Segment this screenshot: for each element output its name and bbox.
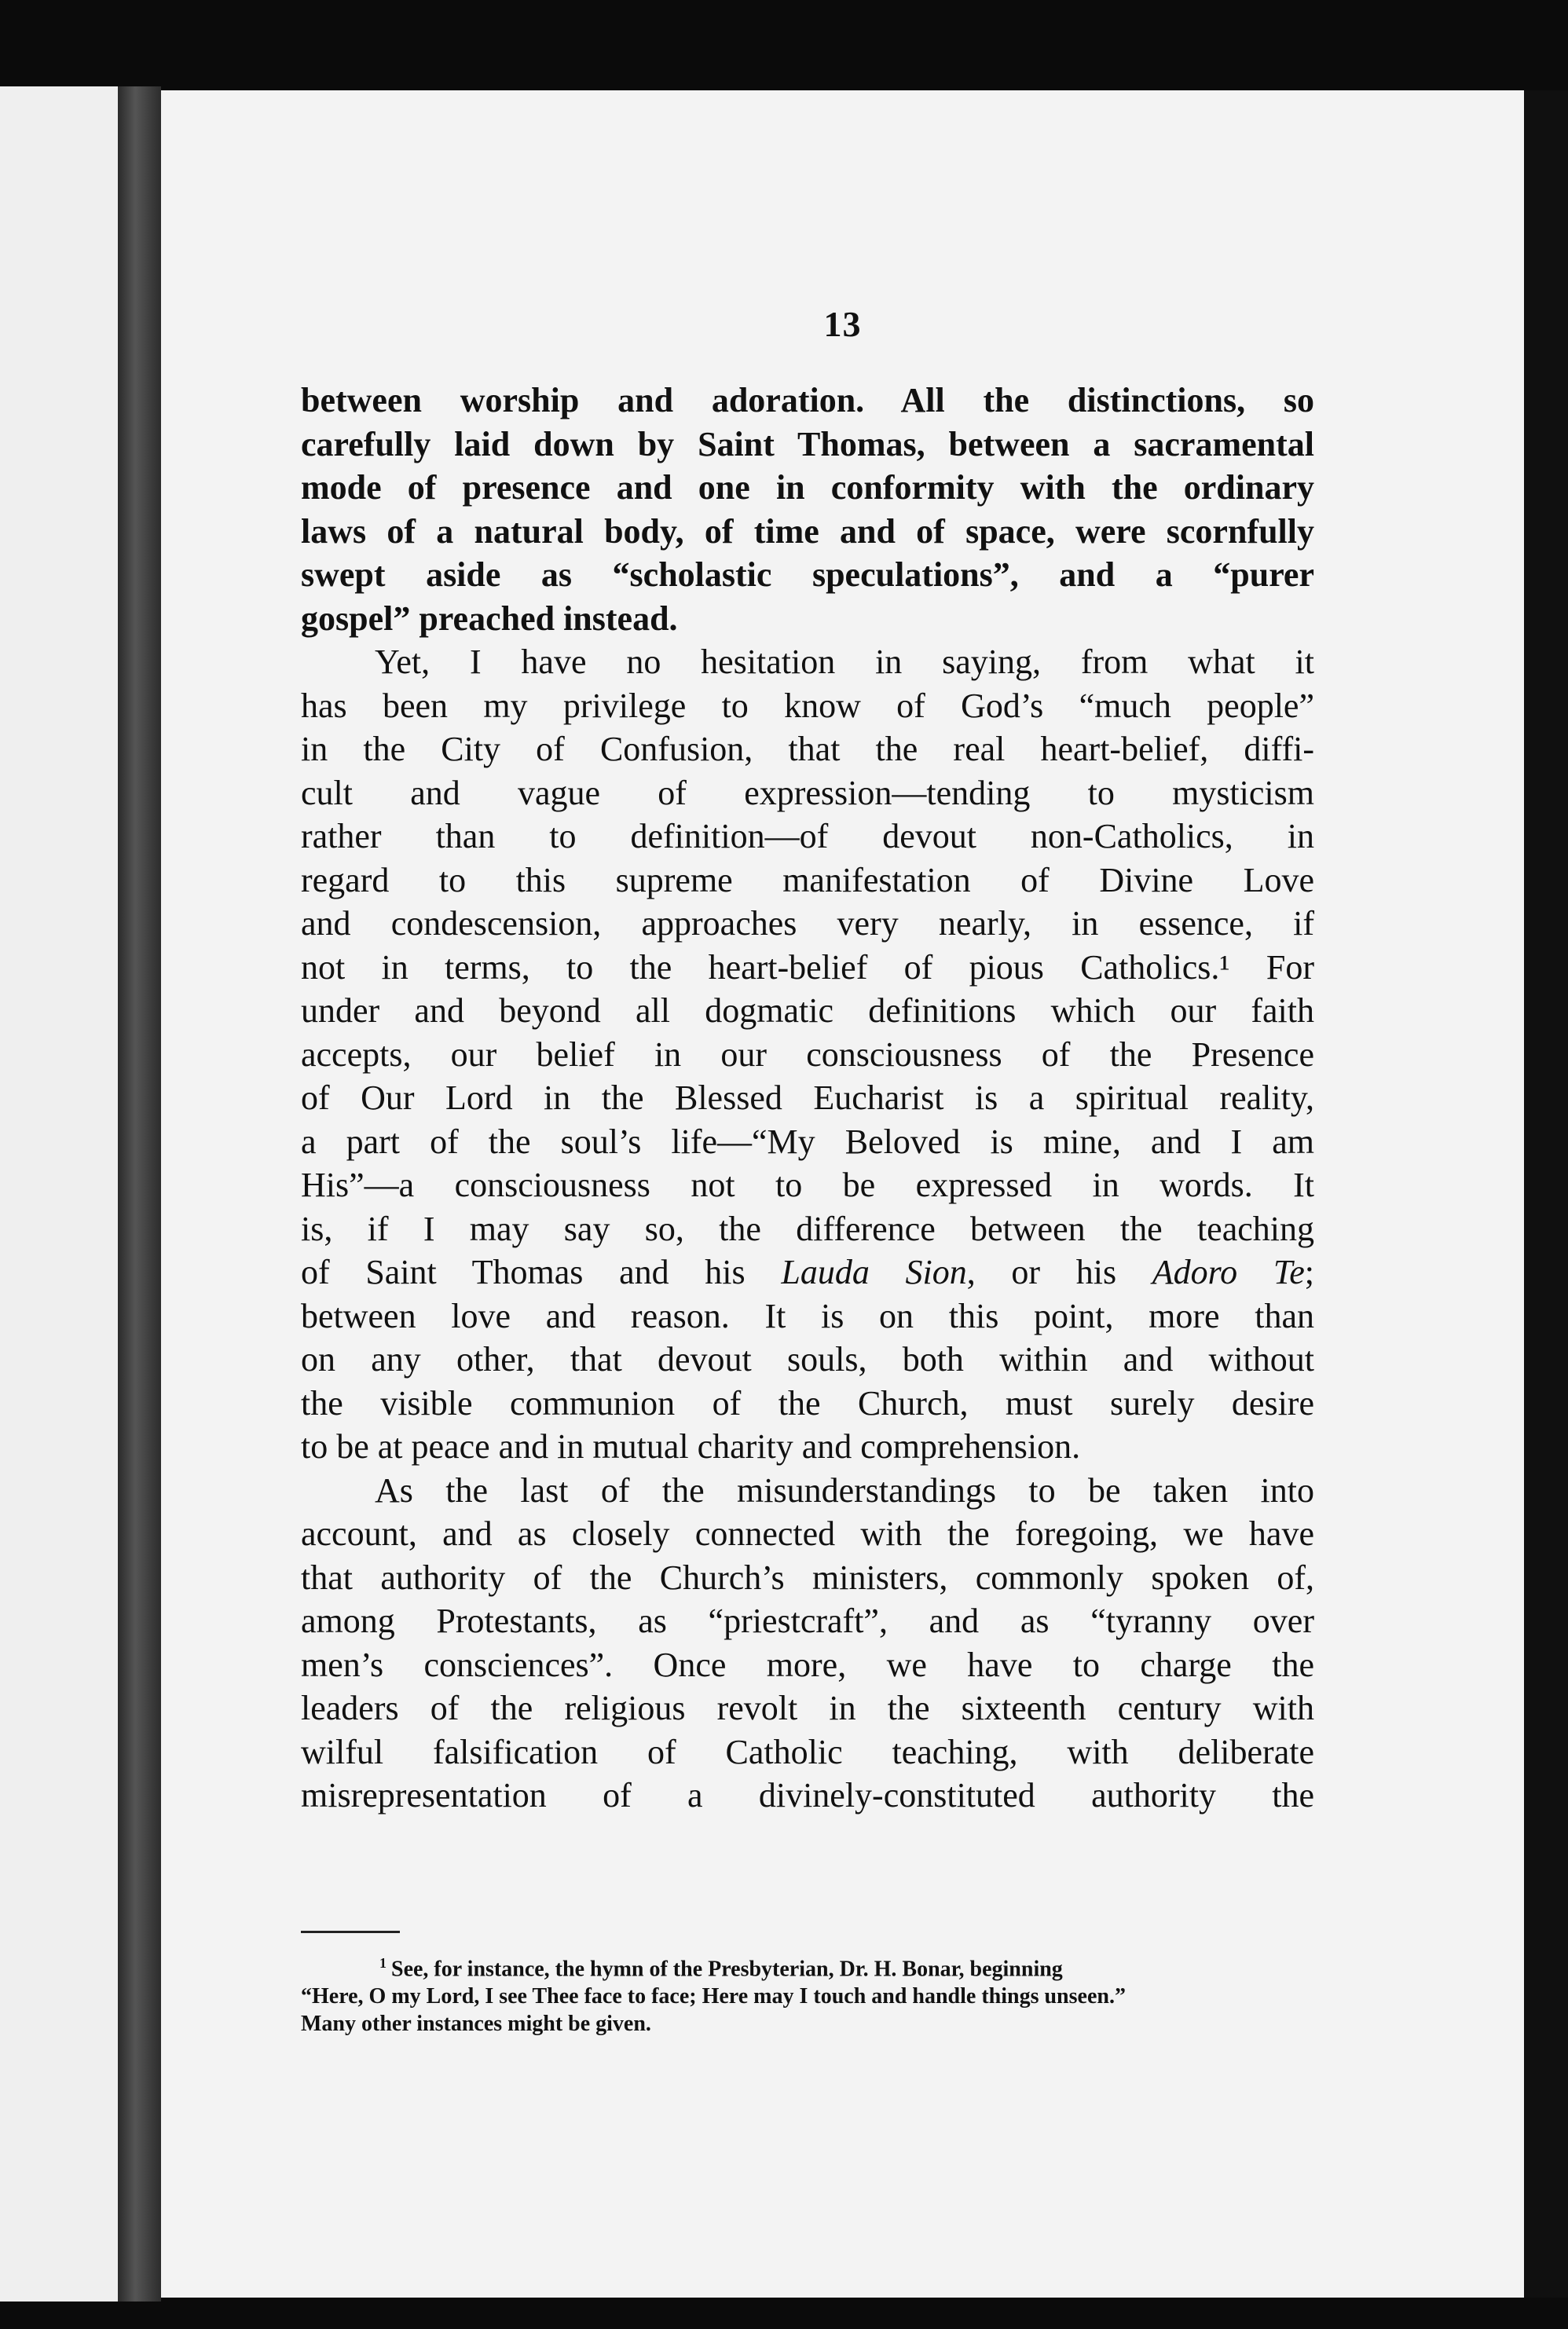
text-segment: of Saint Thomas and his <box>301 1253 782 1291</box>
text-line: Yet, I have no hesitation in saying, from what it <box>375 643 1314 681</box>
text-segment: ; <box>1304 1253 1315 1291</box>
text-line: cult and vague of expression—tending to mysticism <box>301 773 1314 812</box>
hymn-title-lauda-sion: Lauda Sion <box>781 1253 967 1291</box>
footnote-line: “Here, O my Lord, I see Thee face to face; Here may I touch and handle things unseen.” <box>301 1984 1126 2009</box>
text-line: His”—a consciousness not to be expressed in words. It <box>301 1166 1314 1204</box>
text-line: and condescension, approaches very nearly, in essence, if <box>301 904 1314 943</box>
text-line: between love and reason. It is on this point, more than <box>301 1296 1314 1335</box>
text-line: As the last of the misunderstandings to be taken into <box>375 1470 1314 1510</box>
footnote-line: Many other instances might be given. <box>301 2012 651 2037</box>
text-line: leaders of the religious revolt in the sixteenth century with <box>301 1689 1314 1727</box>
text-line: a part of the soul’s life—“My Beloved is mine, and I am <box>301 1122 1314 1161</box>
text-line: gospel” preached instead. <box>301 599 678 638</box>
scan-border <box>1524 90 1568 2298</box>
book-page <box>161 90 1524 2298</box>
text-line: account, and as closely connected with the foregoing, we have <box>301 1514 1314 1553</box>
text-line: the visible communion of the Church, must surely desire <box>301 1383 1314 1423</box>
footnote-marker: 1 <box>379 1955 387 1971</box>
text-line <box>301 1251 1314 1294</box>
text-line: mode of presence and one in conformity with the ordinary <box>301 468 1314 507</box>
text-line: not in terms, to the heart-belief of pious Catholics.¹ For <box>301 947 1314 987</box>
footnote <box>301 1950 1322 2038</box>
text-segment: , or his <box>966 1253 1152 1291</box>
text-line: misrepresentation of a divinely-constituted authority the <box>301 1776 1314 1814</box>
text-line: to be at peace and in mutual charity and comprehension. <box>301 1427 1081 1466</box>
text-line: that authority of the Church’s ministers, commonly spoken of, <box>301 1558 1314 1597</box>
text-line: swept aside as “scholastic speculations”, and a “purer <box>301 555 1314 594</box>
text-line: among Protestants, as “priestcraft”, and as “tyranny over <box>301 1602 1314 1640</box>
text-line: regard to this supreme manifestation of Divine Love <box>301 860 1314 899</box>
footnote-rule <box>301 1931 400 1933</box>
hymn-title-adoro-te: Adoro Te <box>1152 1253 1305 1291</box>
text-line: laws of a natural body, of time and of space, were scornfully <box>301 511 1314 551</box>
text-line: men’s consciences”. Once more, we have to charge the <box>301 1645 1314 1684</box>
text-line: on any other, that devout souls, both within and without <box>301 1340 1314 1379</box>
text-line: in the City of Confusion, that the real heart-belief, diffi- <box>301 730 1314 768</box>
footnote-text: See, for instance, the hymn of the Presbyterian, Dr. H. Bonar, beginning <box>391 1957 1063 1982</box>
text-line: wilful falsification of Catholic teaching, with deliberate <box>301 1732 1314 1771</box>
page-number: 13 <box>823 304 862 344</box>
footnote-line <box>301 1950 1322 1983</box>
text-line: has been my privilege to know of God’s “much people” <box>301 686 1314 725</box>
body-text <box>301 379 1314 1818</box>
adjacent-page-edge <box>0 86 118 2302</box>
text-line: under and beyond all dogmatic definitions which our faith <box>301 991 1314 1030</box>
text-line: rather than to definition—of devout non-Catholics, in <box>301 817 1314 855</box>
text-line: between worship and adoration. All the distinctions, so <box>301 381 1314 419</box>
text-line: accepts, our belief in our consciousness of the Presence <box>301 1035 1314 1074</box>
text-line: carefully laid down by Saint Thomas, between a sacramental <box>301 424 1314 463</box>
text-line: is, if I may say so, the difference between the teaching <box>301 1209 1314 1248</box>
text-line: of Our Lord in the Blessed Eucharist is a spiritual reality, <box>301 1078 1314 1117</box>
book-gutter-shadow <box>118 86 161 2302</box>
